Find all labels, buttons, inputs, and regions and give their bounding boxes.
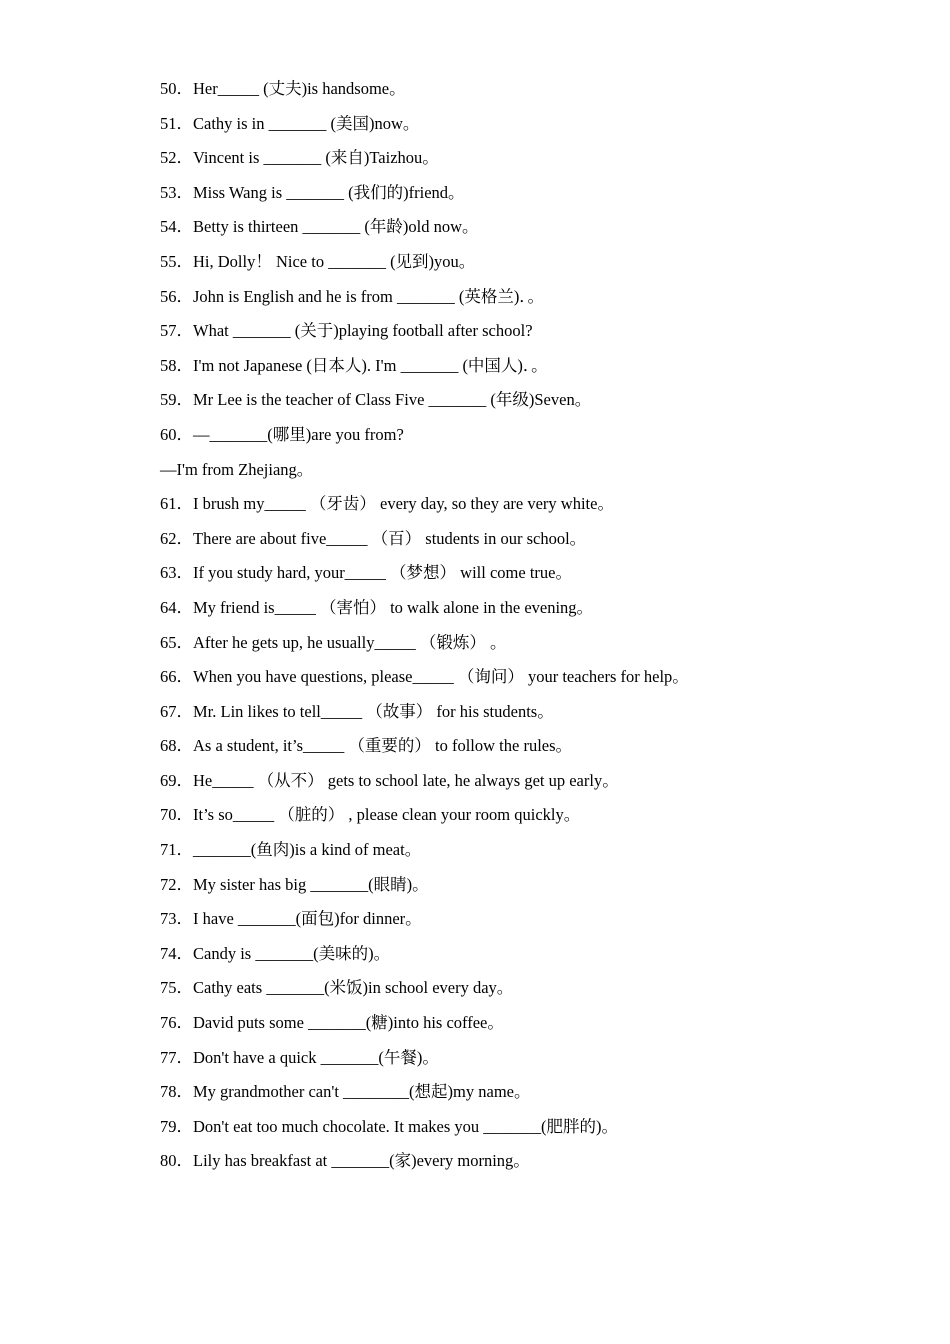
question-line — [160, 591, 890, 626]
question-line — [160, 764, 890, 799]
question-text: What _______ (关于)playing football after school? — [193, 321, 533, 341]
question-number: 66． — [160, 667, 193, 687]
question-number: 54． — [160, 217, 193, 237]
question-line — [160, 1110, 890, 1145]
question-number: 56． — [160, 286, 193, 306]
question-text: Candy is _______(美味的)。 — [193, 943, 391, 963]
question-line — [160, 1041, 890, 1076]
question-text: My friend is_____ （害怕） to walk alone in the evening。 — [193, 597, 594, 617]
question-text: Betty is thirteen _______ (年龄)old now。 — [193, 217, 479, 237]
question-line — [160, 695, 890, 730]
question-number: 65． — [160, 632, 193, 652]
question-number: 76． — [160, 1013, 193, 1033]
question-line — [160, 971, 890, 1006]
question-text: John is English and he is from _______ (英格兰)．。 — [193, 286, 545, 306]
question-text: David puts some _______(糖)into his coffee。 — [193, 1013, 504, 1033]
question-line — [160, 729, 890, 764]
question-number: 78． — [160, 1082, 193, 1102]
question-number: 71． — [160, 840, 193, 860]
question-text: When you have questions, please_____ （询问） your teachers for help。 — [193, 667, 689, 687]
question-text: I'm not Japanese (日本人). I'm _______ (中国人)．。 — [193, 355, 548, 375]
question-text: As a student, it’s_____ （重要的） to follow the rules。 — [193, 736, 573, 756]
question-text: Mr. Lin likes to tell_____ （故事） for his students。 — [193, 701, 554, 721]
question-line — [160, 245, 890, 280]
question-line — [160, 1006, 890, 1041]
question-text: Mr Lee is the teacher of Class Five _______ (年级)Seven。 — [193, 390, 592, 410]
question-number: 74． — [160, 943, 193, 963]
question-text: There are about five_____ （百） students in our school。 — [193, 528, 587, 548]
question-text: It’s so_____ （脏的） , please clean your room quickly。 — [193, 805, 581, 825]
question-number: 57． — [160, 321, 193, 341]
question-text: Don't have a quick _______(午餐)。 — [193, 1047, 439, 1067]
question-line — [160, 107, 890, 142]
question-line — [160, 141, 890, 176]
question-line — [160, 453, 890, 488]
question-line — [160, 487, 890, 522]
question-line — [160, 383, 890, 418]
question-line — [160, 418, 890, 453]
question-line — [160, 1144, 890, 1179]
question-line — [160, 349, 890, 384]
question-text: After he gets up, he usually_____ （锻炼） 。 — [193, 632, 507, 652]
question-number: 55． — [160, 251, 193, 271]
question-line — [160, 210, 890, 245]
question-line — [160, 280, 890, 315]
question-number: 63． — [160, 563, 193, 583]
question-text: I have _______(面包)for dinner。 — [193, 909, 422, 929]
question-text: _______(鱼肉)is a kind of meat。 — [193, 840, 422, 860]
question-line — [160, 522, 890, 557]
question-text: —I'm from Zhejiang。 — [160, 459, 314, 479]
question-text: My grandmother can't ________(想起)my name。 — [193, 1082, 531, 1102]
question-line — [160, 556, 890, 591]
question-line — [160, 902, 890, 937]
question-line — [160, 937, 890, 972]
question-number: 79． — [160, 1116, 193, 1136]
question-number: 75． — [160, 978, 193, 998]
question-text: Lily has breakfast at _______(家)every morning。 — [193, 1151, 530, 1171]
question-line — [160, 72, 890, 107]
question-number: 61． — [160, 494, 193, 514]
question-line — [160, 176, 890, 211]
question-line — [160, 798, 890, 833]
question-text: Vincent is _______ (来自)Taizhou。 — [193, 148, 439, 168]
question-text: If you study hard, your_____ （梦想） will come true。 — [193, 563, 572, 583]
question-number: 77． — [160, 1047, 193, 1067]
question-text: Don't eat too much chocolate. It makes you _______(肥胖的)。 — [193, 1116, 619, 1136]
question-line — [160, 833, 890, 868]
question-number: 70． — [160, 805, 193, 825]
question-text: Cathy is in _______ (美国)now。 — [193, 113, 420, 133]
question-number: 50． — [160, 79, 193, 98]
question-number: 52． — [160, 148, 193, 168]
question-number: 62． — [160, 528, 193, 548]
question-number: 68． — [160, 736, 193, 756]
question-number: 51． — [160, 113, 193, 133]
question-text: Cathy eats _______(米饭)in school every day。 — [193, 978, 514, 998]
question-line — [160, 660, 890, 695]
question-text: Miss Wang is _______ (我们的)friend。 — [193, 182, 465, 202]
question-number: 80． — [160, 1151, 193, 1171]
question-list — [160, 72, 890, 1179]
question-number: 64． — [160, 597, 193, 617]
question-number: 67． — [160, 701, 193, 721]
question-number: 72． — [160, 874, 193, 894]
question-number: 59． — [160, 390, 193, 410]
question-line — [160, 626, 890, 661]
question-text: Hi, Dolly！ Nice to _______ (见到)you。 — [193, 251, 476, 271]
question-text: I brush my_____ （牙齿） every day, so they are very white。 — [193, 494, 614, 514]
question-number: 69． — [160, 770, 193, 790]
question-text: Her_____ (丈夫)is handsome。 — [193, 79, 406, 98]
question-line — [160, 1075, 890, 1110]
question-text: —_______(哪里)are you from? — [193, 424, 404, 444]
question-number: 53． — [160, 182, 193, 202]
question-text: My sister has big _______(眼睛)。 — [193, 874, 429, 894]
question-number: 58． — [160, 355, 193, 375]
question-line — [160, 868, 890, 903]
question-line — [160, 314, 890, 349]
question-text: He_____ （从不） gets to school late, he always get up early。 — [193, 770, 619, 790]
question-number: 60． — [160, 424, 193, 444]
question-number: 73． — [160, 909, 193, 929]
